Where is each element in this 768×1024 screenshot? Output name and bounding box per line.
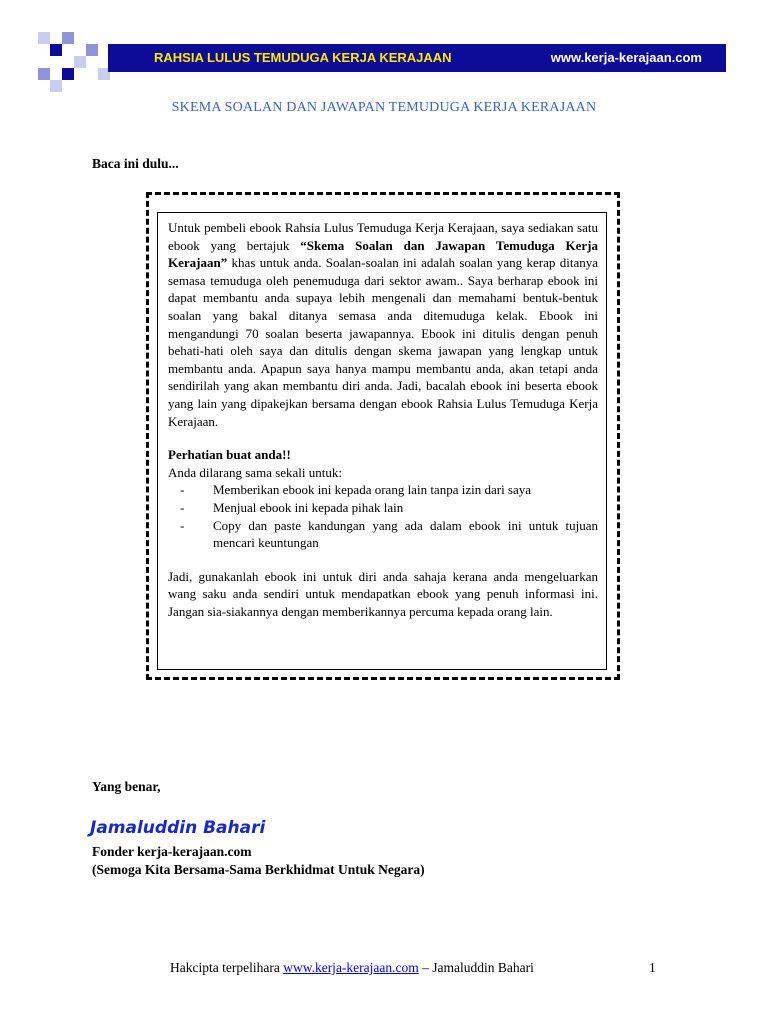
list-item-text: Menjual ebook ini kepada pihak lain (213, 499, 404, 515)
header-title: RAHSIA LULUS TEMUDUGA KERJA KERAJAAN (154, 50, 452, 65)
decor-square (74, 56, 86, 68)
intro-text: Baca ini dulu... (92, 156, 179, 171)
header-banner (108, 44, 726, 72)
decor-square (50, 80, 62, 92)
ebook-title-bold: “Skema Soalan dan Jawapan Temuduga Kerja Kerajaan” (168, 237, 599, 271)
paragraph-main-start: Untuk pembeli ebook Rahsia Lulus Temuduga Kerja Kerajaan, saya sediakan satu ebook yang bertajuk (168, 220, 598, 253)
document-title: SKEMA SOALAN DAN JAWAPAN TEMUDUGA KERJA KERAJAAN (171, 100, 597, 115)
notice-title: Perhatian buat anda!! (168, 447, 291, 463)
notice-lead: Anda dilarang sama sekali untuk: (168, 464, 343, 480)
list-bullet: - (180, 482, 185, 498)
list-item (168, 499, 598, 517)
closing-paragraph: Jadi, gunakanlah ebook ini untuk diri anda sahaja kerana anda mengeluarkan wang saku anda sendiri untuk mendapatkan ebook yang penuh informasi ini. Jangan sia-siakannya dengan memberikannya percuma kepada orang lain. (168, 568, 598, 619)
list-item (168, 517, 598, 552)
page-header (38, 32, 702, 88)
author-info (92, 843, 425, 878)
footer-prefix: Hakcipta terpelihara (170, 960, 284, 975)
list-bullet: - (180, 499, 185, 515)
decor-square (62, 68, 74, 80)
signoff: Yang benar, (92, 779, 161, 794)
footer-suffix: – Jamaluddin Bahari (418, 960, 534, 975)
decor-square (38, 68, 50, 80)
footer-link[interactable]: www.kerja-kerajaan.com (283, 960, 419, 975)
motto-line: (Semoga Kita Bersama-Sama Berkhidmat Untuk Negara) (92, 861, 425, 877)
decor-square (50, 44, 62, 56)
notice-box (157, 212, 607, 670)
decor-square (86, 44, 98, 56)
decor-square (62, 32, 74, 44)
header-url: www.kerja-kerajaan.com (550, 50, 702, 65)
signature: Jamaluddin Bahari (90, 818, 266, 838)
list-item-text: Memberikan ebook ini kepada orang lain tanpa izin dari saya (213, 482, 532, 498)
decor-square (38, 32, 50, 44)
paragraph-main (168, 219, 598, 430)
page-footer (170, 960, 534, 976)
page-number: 1 (649, 960, 656, 975)
list-bullet: - (180, 517, 185, 533)
paragraph-main-end: khas untuk anda. Soalan-soalan ini adalah soalan yang kerap ditanya semasa temuduga oleh penemuduga dari sektor awam.. Saya berharap ebook ini dapat membantu anda supaya lebih mengenali dan memahami bentuk-bentuk soalan yang bakal ditanya semasa anda ditemuduga kelak. Ebook ini mengandungi 70 soalan beserta jawapannya. Ebook ini ditulis dengan penuh behati-hati oleh saya dan ditulis dengan skema jawapan yang lengkap untuk membantu anda. Apapun saya hanya mampu membantu anda, akan tetapi anda sendirilah yang akan membantu diri anda. Jadi, bacalah ebook ini beserta ebook yang lain yang dipakejkan bersama dengan ebook Rahsia Lulus Temuduga Kerja Kerajaan. (168, 255, 598, 429)
founder-line: Fonder kerja-kerajaan.com (92, 844, 252, 859)
list-item (168, 481, 598, 499)
list-item-text: Copy dan paste kandungan yang ada dalam ebook ini untuk tujuan mencari keuntungan (213, 517, 598, 551)
prohibition-list (168, 481, 598, 551)
